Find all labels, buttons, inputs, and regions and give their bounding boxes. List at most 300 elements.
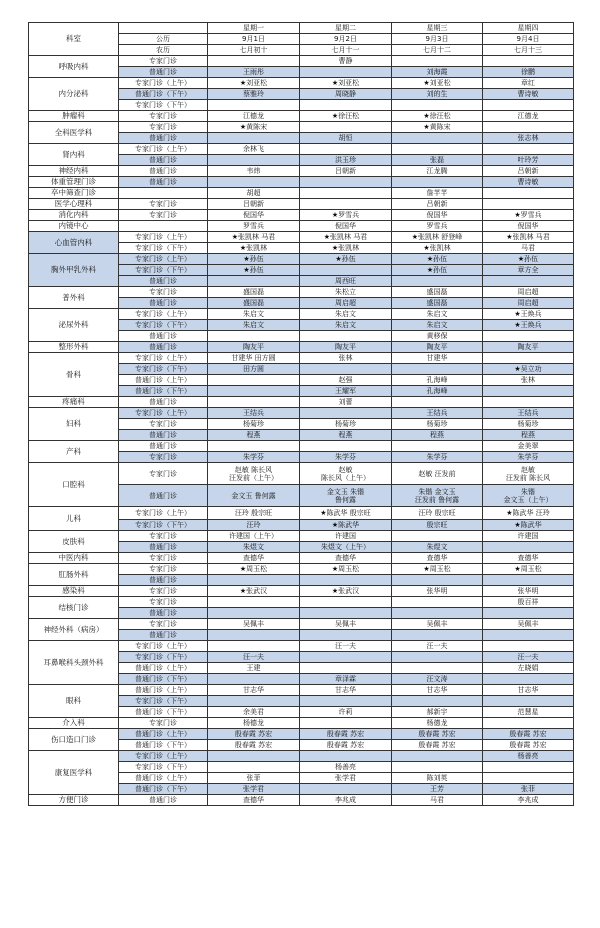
doctor-cell: ★张凯林 舒登峰 xyxy=(392,232,483,243)
doctor-cell xyxy=(483,144,574,155)
schedule-row xyxy=(29,210,574,221)
doctor-cell: 许建国 xyxy=(483,531,574,542)
doctor-cell: 孔海峰 xyxy=(392,386,483,397)
clinic-type: 专家门诊 xyxy=(119,564,208,575)
doctor-cell: ★张凯林 马君 xyxy=(208,232,300,243)
doctor-cell: ★陈武华 xyxy=(483,520,574,531)
schedule-row xyxy=(29,342,574,353)
doctor-cell: 吕朝新 xyxy=(300,166,392,177)
doctor-cell: 杨菊珍 xyxy=(483,419,574,430)
doctor-cell xyxy=(483,542,574,553)
doctor-cell: 刘的生 xyxy=(392,89,483,100)
doctor-cell: 洪玉珍 xyxy=(300,155,392,166)
schedule-row xyxy=(29,641,574,652)
doctor-cell xyxy=(392,100,483,111)
clinic-type: 普通门诊 xyxy=(119,608,208,619)
doctor-cell xyxy=(392,531,483,542)
schedule-row xyxy=(29,553,574,564)
doctor-cell xyxy=(483,199,574,210)
doctor-cell xyxy=(208,751,300,762)
doctor-cell: ★张凯林 马君 xyxy=(300,232,392,243)
clinic-type: 专家门诊（上午） xyxy=(119,309,208,320)
department-name: 泌尿外科 xyxy=(29,309,119,342)
doctor-cell xyxy=(300,718,392,729)
doctor-cell: 詹芊芊 xyxy=(392,188,483,199)
doctor-cell: ★刘亚松 xyxy=(208,78,300,89)
doctor-cell xyxy=(392,597,483,608)
schedule-row xyxy=(29,408,574,419)
doctor-cell: 吴佩丰 xyxy=(392,619,483,630)
doctor-cell: 朱启文 xyxy=(300,309,392,320)
schedule-row xyxy=(29,619,574,630)
doctor-cell xyxy=(392,276,483,287)
schedule-row xyxy=(29,397,574,408)
schedule-row xyxy=(29,144,574,155)
doctor-cell xyxy=(483,122,574,133)
doctor-cell: 朱启文 xyxy=(208,320,300,331)
doctor-cell: 查德华 xyxy=(483,553,574,564)
doctor-cell xyxy=(300,441,392,452)
doctor-cell: 朱启文 xyxy=(208,309,300,320)
doctor-cell: 吕朝新 xyxy=(208,199,300,210)
doctor-cell xyxy=(300,188,392,199)
doctor-cell: ★孙伍 xyxy=(392,265,483,276)
clinic-type: 普通门诊 xyxy=(119,795,208,806)
doctor-cell xyxy=(208,133,300,144)
doctor-cell xyxy=(483,641,574,652)
schedule-row xyxy=(29,177,574,188)
doctor-cell xyxy=(483,674,574,685)
doctor-cell: 查德华 xyxy=(392,553,483,564)
doctor-cell xyxy=(300,597,392,608)
doctor-cell: 朱学芬 xyxy=(208,452,300,463)
doctor-cell: 殷春霞 苏宏 xyxy=(300,729,392,740)
clinic-type: 普通门诊（下午） xyxy=(119,784,208,795)
doctor-cell: 马君 xyxy=(392,795,483,806)
doctor-cell xyxy=(392,663,483,674)
doctor-cell: 吴佩丰 xyxy=(208,619,300,630)
doctor-cell xyxy=(208,597,300,608)
doctor-cell: 张华明 xyxy=(392,586,483,597)
doctor-cell: 甘志华 xyxy=(300,685,392,696)
schedule-row xyxy=(29,353,574,364)
doctor-cell xyxy=(300,696,392,707)
clinic-type: 普通门诊（下午） xyxy=(119,674,208,685)
department-name: 肛肠外科 xyxy=(29,564,119,586)
schedule-row xyxy=(29,111,574,122)
doctor-cell xyxy=(392,652,483,663)
doctor-cell: ★徐汪松 xyxy=(300,111,392,122)
department-name: 介入科 xyxy=(29,718,119,729)
schedule-row xyxy=(29,287,574,298)
clinic-type: 专家门诊 xyxy=(119,122,208,133)
clinic-type: 普通门诊（上午） xyxy=(119,685,208,696)
doctor-cell: 汪文涛 xyxy=(392,674,483,685)
schedule-row xyxy=(29,729,574,740)
doctor-cell xyxy=(208,441,300,452)
doctor-cell: 余美君 xyxy=(208,707,300,718)
blank-header-cell xyxy=(119,23,208,34)
doctor-cell xyxy=(392,177,483,188)
doctor-cell: 曹诗敏 xyxy=(483,89,574,100)
doctor-cell: 殷春霞 苏宏 xyxy=(483,729,574,740)
doctor-cell: 盛国磊 xyxy=(208,298,300,309)
doctor-cell xyxy=(300,575,392,586)
schedule-row xyxy=(29,564,574,575)
department-name: 眼科 xyxy=(29,685,119,718)
doctor-cell: 赵敏 汪发前 xyxy=(392,463,483,485)
doctor-cell: 朱锴 金文玉（上午） xyxy=(483,485,574,507)
schedule-row xyxy=(29,232,574,243)
doctor-cell xyxy=(300,265,392,276)
doctor-cell: 张志林 xyxy=(483,133,574,144)
doctor-cell: 张林 xyxy=(300,353,392,364)
doctor-cell xyxy=(208,630,300,641)
doctor-cell: ★王焕兵 xyxy=(483,309,574,320)
department-name: 呼吸内科 xyxy=(29,56,119,78)
doctor-cell: 杨德龙 xyxy=(392,718,483,729)
schedule-row xyxy=(29,586,574,597)
doctor-cell xyxy=(392,397,483,408)
doctor-cell xyxy=(300,608,392,619)
doctor-cell: 徐鹏 xyxy=(483,67,574,78)
doctor-cell: 杨善亮 xyxy=(483,751,574,762)
doctor-cell: 王芳 xyxy=(392,784,483,795)
doctor-cell: 张林 xyxy=(483,375,574,386)
doctor-cell: 朱启文 xyxy=(392,320,483,331)
doctor-cell: 江龙腾 xyxy=(392,166,483,177)
clinic-type: 普通门诊 xyxy=(119,630,208,641)
doctor-cell xyxy=(483,397,574,408)
doctor-cell: 殷百祥 xyxy=(483,597,574,608)
doctor-cell: 盛国磊 xyxy=(392,298,483,309)
schedule-row xyxy=(29,221,574,232)
doctor-cell: 金文玉 鲁何露 xyxy=(208,485,300,507)
doctor-cell xyxy=(208,608,300,619)
doctor-cell xyxy=(208,276,300,287)
doctor-cell: 查德华 xyxy=(208,553,300,564)
doctor-cell: 赵强 xyxy=(300,375,392,386)
doctor-cell: 殷春霞 苏宏 xyxy=(392,729,483,740)
doctor-cell: ★王焕兵 xyxy=(483,320,574,331)
doctor-cell: 朱学芬 xyxy=(392,452,483,463)
doctor-cell: 吴佩丰 xyxy=(483,619,574,630)
doctor-cell: 朱锴 金文玉 汪发前 鲁何露 xyxy=(392,485,483,507)
doctor-cell: ★孙伍 xyxy=(483,254,574,265)
doctor-cell: 罗雪兵 xyxy=(392,221,483,232)
doctor-cell: 殷春霞 苏宏 xyxy=(300,740,392,751)
doctor-cell: 赵敏 陈长风 汪发前（上午） xyxy=(208,463,300,485)
doctor-cell xyxy=(483,773,574,784)
clinic-type: 专家门诊 xyxy=(119,199,208,210)
date-thu: 9月4日 xyxy=(483,34,574,45)
doctor-cell: ★黄陈宋 xyxy=(392,122,483,133)
clinic-type: 专家门诊 xyxy=(119,718,208,729)
doctor-cell: 甘建华 xyxy=(392,353,483,364)
schedule-row xyxy=(29,309,574,320)
doctor-cell: 杨德龙 xyxy=(208,718,300,729)
doctor-cell xyxy=(208,696,300,707)
doctor-cell: ★孙伍 xyxy=(208,254,300,265)
doctor-cell: 殷宗旺 xyxy=(392,520,483,531)
doctor-cell: 李兆成 xyxy=(483,795,574,806)
doctor-cell xyxy=(300,784,392,795)
doctor-cell xyxy=(483,718,574,729)
clinic-type: 专家门诊（下午） xyxy=(119,243,208,254)
department-name: 康复医学科 xyxy=(29,751,119,795)
doctor-cell xyxy=(392,56,483,67)
schedule-row xyxy=(29,463,574,485)
outpatient-schedule-table xyxy=(28,22,574,806)
department-name: 方便门诊 xyxy=(29,795,119,806)
doctor-cell: 陈刘英 xyxy=(392,773,483,784)
doctor-cell xyxy=(483,386,574,397)
schedule-row xyxy=(29,597,574,608)
doctor-cell: 蔡雅玲 xyxy=(208,89,300,100)
department-name: 内镜中心 xyxy=(29,221,119,232)
doctor-cell: 王结兵 xyxy=(208,408,300,419)
doctor-cell: ★张凯林 xyxy=(392,243,483,254)
clinic-type: 普通门诊 xyxy=(119,177,208,188)
department-name: 普外科 xyxy=(29,287,119,309)
lunar-mon: 七月初十 xyxy=(208,45,300,56)
doctor-cell: ★孙伍 xyxy=(208,265,300,276)
clinic-type: 普通门诊 xyxy=(119,298,208,309)
doctor-cell: 黄移保 xyxy=(392,331,483,342)
doctor-cell: ★刘亚松 xyxy=(300,78,392,89)
clinic-type: 普通门诊（上午） xyxy=(119,729,208,740)
clinic-type: 普通门诊 xyxy=(119,441,208,452)
doctor-cell: 王结兵 xyxy=(392,408,483,419)
clinic-type: 专家门诊 xyxy=(119,56,208,67)
doctor-cell: ★吴立功 xyxy=(483,364,574,375)
clinic-type: 专家门诊（上午） xyxy=(119,232,208,243)
clinic-type: 普通门诊（下午） xyxy=(119,89,208,100)
lunar-thu: 七月十三 xyxy=(483,45,574,56)
doctor-cell: 查德华 xyxy=(208,795,300,806)
doctor-cell xyxy=(300,122,392,133)
doctor-cell: 查德华 xyxy=(300,553,392,564)
doctor-cell: 倪国华 xyxy=(483,221,574,232)
doctor-cell: 陶友平 xyxy=(300,342,392,353)
doctor-cell xyxy=(300,100,392,111)
clinic-type: 专家门诊（下午） xyxy=(119,364,208,375)
clinic-type: 普通门诊 xyxy=(119,397,208,408)
doctor-cell: 张磊 xyxy=(392,155,483,166)
doctor-cell xyxy=(392,696,483,707)
clinic-type: 普通门诊 xyxy=(119,542,208,553)
doctor-cell: 汪一夫 xyxy=(300,641,392,652)
clinic-type: 普通门诊 xyxy=(119,575,208,586)
doctor-cell: 朱学芬 xyxy=(300,452,392,463)
doctor-cell: 胡恒 xyxy=(300,133,392,144)
department-name: 肿瘤科 xyxy=(29,111,119,122)
lunar-label: 农历 xyxy=(119,45,208,56)
doctor-cell: 王耀军 xyxy=(300,386,392,397)
schedule-row xyxy=(29,507,574,520)
doctor-cell: 张学君 xyxy=(208,784,300,795)
doctor-cell: 汪玲 殷宗旺 xyxy=(392,507,483,520)
clinic-type: 普通门诊 xyxy=(119,155,208,166)
department-name: 内分泌科 xyxy=(29,78,119,111)
doctor-cell xyxy=(300,663,392,674)
doctor-cell: 程燕 xyxy=(208,430,300,441)
doctor-cell xyxy=(392,144,483,155)
doctor-cell: 朱启文 xyxy=(392,309,483,320)
doctor-cell xyxy=(483,100,574,111)
schedule-row xyxy=(29,56,574,67)
date-tue: 9月2日 xyxy=(300,34,392,45)
department-name: 疼痛科 xyxy=(29,397,119,408)
department-name: 胸外甲乳外科 xyxy=(29,254,119,287)
doctor-cell: 许建国 xyxy=(300,531,392,542)
clinic-type: 普通门诊（上午） xyxy=(119,375,208,386)
clinic-type: 专家门诊 xyxy=(119,419,208,430)
doctor-cell: 周启超 xyxy=(483,298,574,309)
clinic-type: 专家门诊 xyxy=(119,619,208,630)
department-name: 感染科 xyxy=(29,586,119,597)
department-name: 骨科 xyxy=(29,353,119,397)
doctor-cell: 吕朝新 xyxy=(392,199,483,210)
doctor-cell xyxy=(392,762,483,773)
schedule-sheet xyxy=(28,22,573,806)
clinic-type xyxy=(119,188,208,199)
clinic-type: 普通门诊 xyxy=(119,276,208,287)
doctor-cell: ★张武汉 xyxy=(300,586,392,597)
clinic-type: 专家门诊（上午） xyxy=(119,353,208,364)
doctor-cell: 程燕 xyxy=(392,430,483,441)
doctor-cell: 周晓静 xyxy=(300,89,392,100)
department-name: 口腔科 xyxy=(29,463,119,507)
doctor-cell: 余林飞 xyxy=(208,144,300,155)
doctor-cell: ★刘亚松 xyxy=(392,78,483,89)
department-name: 皮肤科 xyxy=(29,531,119,553)
doctor-cell: 江德龙 xyxy=(483,111,574,122)
weekday-mon: 星期一 xyxy=(208,23,300,34)
doctor-cell xyxy=(483,608,574,619)
department-name: 伤口造口门诊 xyxy=(29,729,119,751)
doctor-cell: 周启超 xyxy=(300,298,392,309)
department-name: 心血管内科 xyxy=(29,232,119,254)
department-name: 全科医学科 xyxy=(29,122,119,144)
doctor-cell: 刘海霞 xyxy=(392,67,483,78)
doctor-cell: 陶友平 xyxy=(483,342,574,353)
doctor-cell xyxy=(208,56,300,67)
clinic-type: 专家门诊 xyxy=(119,531,208,542)
doctor-cell xyxy=(392,364,483,375)
doctor-cell xyxy=(208,386,300,397)
doctor-cell: 张学君 xyxy=(300,773,392,784)
clinic-type: 专家门诊 xyxy=(119,210,208,221)
clinic-type: 普通门诊 xyxy=(119,331,208,342)
doctor-cell: 盛国磊 xyxy=(208,287,300,298)
clinic-type: 专家门诊（下午） xyxy=(119,696,208,707)
doctor-cell: 左晓娟 xyxy=(483,663,574,674)
doctor-cell xyxy=(208,397,300,408)
doctor-cell xyxy=(208,674,300,685)
doctor-cell: 马君 xyxy=(483,243,574,254)
date-wed: 9月3日 xyxy=(392,34,483,45)
doctor-cell: 程燕 xyxy=(300,430,392,441)
doctor-cell: 汪玲 殷宗旺 xyxy=(208,507,300,520)
doctor-cell xyxy=(483,188,574,199)
doctor-cell xyxy=(483,630,574,641)
doctor-cell: ★周玉松 xyxy=(392,564,483,575)
doctor-cell: 韦炜 xyxy=(208,166,300,177)
clinic-type: 专家门诊（上午） xyxy=(119,507,208,520)
doctor-cell: 甘建华 田方圆 xyxy=(208,353,300,364)
doctor-cell: ★孙伍 xyxy=(300,254,392,265)
lunar-wed: 七月十二 xyxy=(392,45,483,56)
doctor-cell: ★张凯林 xyxy=(300,243,392,254)
schedule-row xyxy=(29,531,574,542)
doctor-cell: 杨菊珍 xyxy=(392,419,483,430)
doctor-cell: 陶友平 xyxy=(208,342,300,353)
doctor-cell: 章红 xyxy=(483,78,574,89)
schedule-row xyxy=(29,78,574,89)
clinic-type: 普通门诊 xyxy=(119,166,208,177)
doctor-cell: 章泽霖 xyxy=(300,674,392,685)
schedule-row xyxy=(29,441,574,452)
doctor-cell xyxy=(300,408,392,419)
doctor-cell xyxy=(300,199,392,210)
doctor-cell: ★陈武华 xyxy=(300,520,392,531)
department-name: 消化内科 xyxy=(29,210,119,221)
doctor-cell: 殷春霞 苏宏 xyxy=(208,740,300,751)
doctor-cell: 江德龙 xyxy=(208,111,300,122)
clinic-type xyxy=(119,221,208,232)
doctor-cell xyxy=(392,441,483,452)
doctor-cell xyxy=(300,364,392,375)
doctor-cell: 张菲 xyxy=(208,773,300,784)
department-name: 医学心理科 xyxy=(29,199,119,210)
doctor-cell: 章方全 xyxy=(483,265,574,276)
doctor-cell xyxy=(483,353,574,364)
doctor-cell: 吕朝新 xyxy=(483,166,574,177)
doctor-cell: 叶玲芳 xyxy=(483,155,574,166)
doctor-cell: 赵敏 陈长风（上午） xyxy=(300,463,392,485)
doctor-cell xyxy=(392,751,483,762)
schedule-row xyxy=(29,166,574,177)
department-name: 中医内科 xyxy=(29,553,119,564)
doctor-cell xyxy=(483,331,574,342)
clinic-type: 专家门诊（上午） xyxy=(119,144,208,155)
doctor-cell: 曹诗敏 xyxy=(483,177,574,188)
department-name: 产科 xyxy=(29,441,119,463)
doctor-cell: 王建 xyxy=(208,663,300,674)
doctor-cell: 田方圆 xyxy=(208,364,300,375)
clinic-type: 普通门诊 xyxy=(119,133,208,144)
doctor-cell: ★周玉松 xyxy=(300,564,392,575)
clinic-type: 专家门诊（下午） xyxy=(119,520,208,531)
doctor-cell: 朱煜文 xyxy=(392,542,483,553)
doctor-cell: 王结兵 xyxy=(483,408,574,419)
doctor-cell: 吴佩丰 xyxy=(300,619,392,630)
schedule-row xyxy=(29,718,574,729)
doctor-cell: 甘志华 xyxy=(392,685,483,696)
doctor-cell: 朱启文 xyxy=(300,320,392,331)
department-name: 整形外科 xyxy=(29,342,119,353)
doctor-cell xyxy=(208,155,300,166)
doctor-cell: 张华明 xyxy=(483,586,574,597)
clinic-type: 专家门诊 xyxy=(119,287,208,298)
doctor-cell: 赵敏 汪发前 陈长风 xyxy=(483,463,574,485)
doctor-cell: 甘志华 xyxy=(483,685,574,696)
clinic-type: 专家门诊 xyxy=(119,586,208,597)
doctor-cell: 杨菊珍 xyxy=(208,419,300,430)
department-name: 耳鼻喉科头颈外科 xyxy=(29,641,119,685)
doctor-cell: 张菲 xyxy=(483,784,574,795)
